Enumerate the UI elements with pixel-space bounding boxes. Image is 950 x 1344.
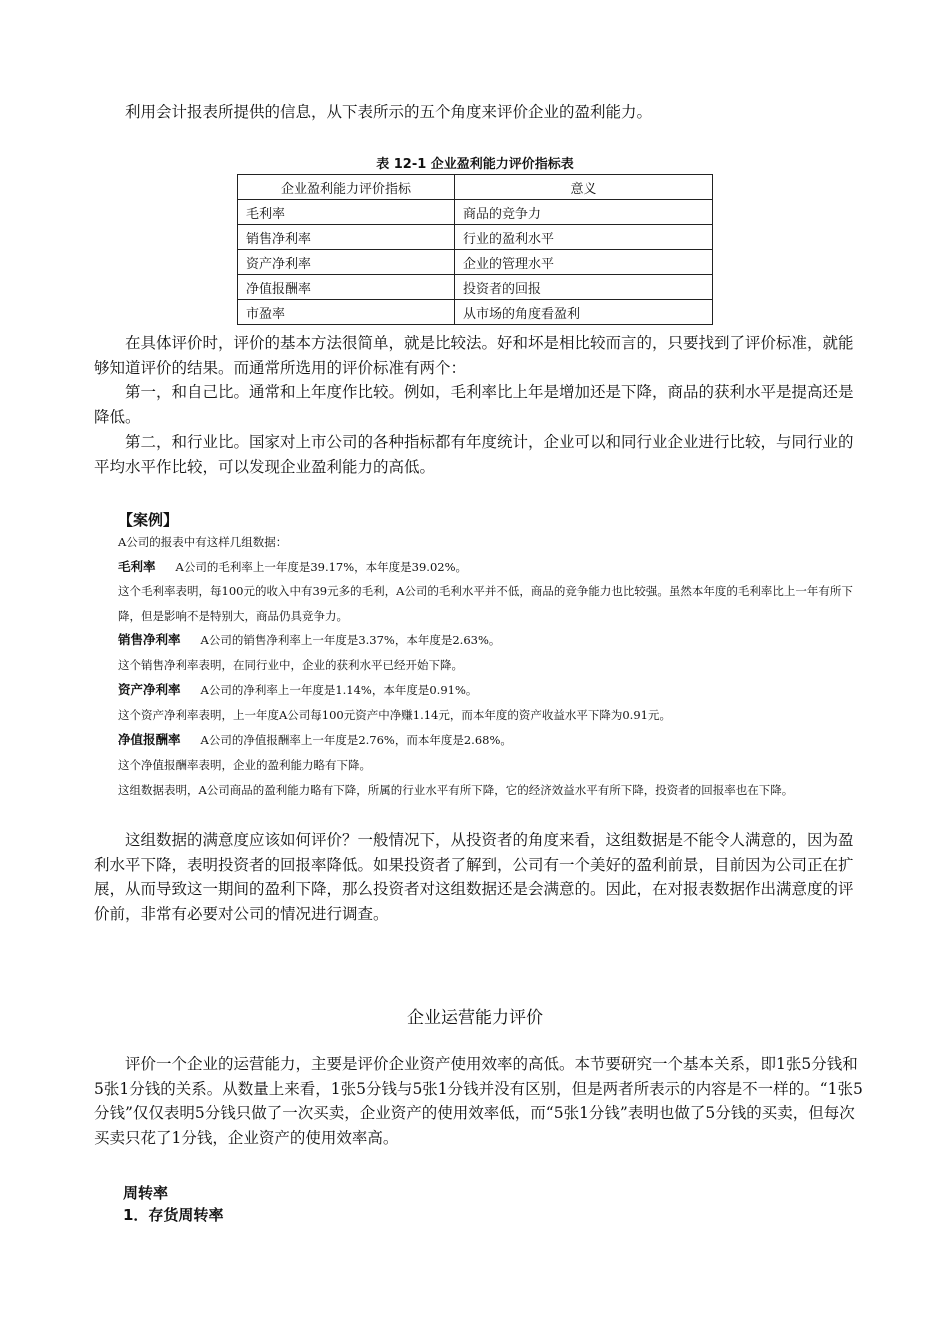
section-title: 企业运营能力评价 [407,1008,543,1028]
case-item-label: 毛利率 [118,559,156,574]
case-item-note: 这个毛利率表明，每100元的收入中有39元多的毛利，A公司的毛利水平并不低，商品的竞争能力也比较强。虽然本年度的毛利率比上一年有所下降，但是影响不是特别大，商品仍具竞争力。 [118,584,853,623]
case-item-value: A公司的净值报酬率上一年度是2.76%，而本年度是2.68%。 [200,733,512,747]
table-cell: 行业的盈利水平 [455,225,713,250]
evaluation-paragraph: 这组数据的满意度应该如何评价？一般情况下，从投资者的角度来看，这组数据是不能令人满意的，因为盈利水平下降，表明投资者的回报率降低。如果投资者了解到，公司有一个美好的盈利前景，目前因为公司正在扩展，从而导致这一期间的盈利下降，那么投资者对这组数据还是会满意的。因此，在对报表数据作出满意度的评价前，非常有必要对公司的情况进行调查。 [94,831,854,923]
intro-paragraph: 利用会计报表所提供的信息，从下表所示的五个角度来评价企业的盈利能力。 [125,103,653,121]
case-item-value: A公司的销售净利率上一年度是3.37%，本年度是2.63%。 [200,633,501,647]
table-cell: 市盈率 [238,300,455,325]
case-item-value: A公司的毛利率上一年度是39.17%，本年度是39.02%。 [175,560,468,574]
table-cell: 销售净利率 [238,225,455,250]
case-summary: 这组数据表明，A公司商品的盈利能力略有下降，所属的行业水平有所下降，它的经济效益水平有所下降，投资者的回报率也在下降。 [118,783,794,797]
case-item [118,628,864,653]
table-cell: 毛利率 [238,200,455,225]
case-item-label: 销售净利率 [118,632,181,647]
case-item [118,728,864,753]
case-heading: 【案例】 [118,511,179,529]
table-row [238,225,713,250]
self-compare-paragraph: 第一，和自己比。通常和上年度作比较。例如，毛利率比上年是增加还是下降，商品的获利水平是提高还是降低。 [94,383,854,426]
industry-compare-paragraph: 第二，和行业比。国家对上市公司的各种指标都有年度统计，企业可以和同行业企业进行比较，与同行业的平均水平作比较，可以发现企业盈利能力的高低。 [94,433,854,476]
case-item-note: 这个资产净利率表明，上一年度A公司每100元资产中净赚1.14元，而本年度的资产收益水平下降为0.91元。 [118,708,671,722]
sub-item-heading: 1．存货周转率 [123,1206,224,1224]
table-row [238,200,713,225]
table-cell: 从市场的角度看盈利 [455,300,713,325]
case-item-label: 资产净利率 [118,682,181,697]
case-item [118,678,864,703]
table-cell: 净值报酬率 [238,275,455,300]
table-row [238,275,713,300]
case-item-note: 这个销售净利率表明，在同行业中，企业的获利水平已经开始下降。 [118,658,463,672]
case-item-label: 净值报酬率 [118,732,181,747]
table-header-cell: 意义 [455,175,713,200]
table-header-row [238,175,713,200]
case-intro: A公司的报表中有这样几组数据： [118,535,288,549]
table-cell: 投资者的回报 [455,275,713,300]
case-item-value: A公司的净利率上一年度是1.14%，本年度是0.91%。 [200,683,478,697]
profitability-metrics-table [237,174,713,325]
table-row [238,300,713,325]
table-cell: 企业的管理水平 [455,250,713,275]
sub-heading: 周转率 [123,1184,169,1202]
table-caption: 表 12-1 企业盈利能力评价指标表 [376,157,574,172]
table-row [238,250,713,275]
case-item [118,555,864,580]
method-paragraph: 在具体评价时，评价的基本方法很简单，就是比较法。好和坏是相比较而言的，只要找到了评价标准，就能够知道评价的结果。而通常所选用的评价标准有两个： [94,334,854,377]
case-item-note: 这个净值报酬率表明，企业的盈利能力略有下降。 [118,758,371,772]
table-header-cell: 企业盈利能力评价指标 [238,175,455,200]
table-cell: 资产净利率 [238,250,455,275]
section-body: 评价一个企业的运营能力，主要是评价企业资产使用效率的高低。本节要研究一个基本关系，即1张5分钱和5张1分钱的关系。从数量上来看，1张5分钱与5张1分钱并没有区别，但是两者所表示的内容是不一样的。“1张5分钱”仅仅表明5分钱只做了一次买卖，企业资产的使用效率低，而“5张1分钱”表明也做了5分钱的买卖，但每次买卖只花了1分钱，企业资产的使用效率高。 [94,1055,863,1147]
table-cell: 商品的竞争力 [455,200,713,225]
